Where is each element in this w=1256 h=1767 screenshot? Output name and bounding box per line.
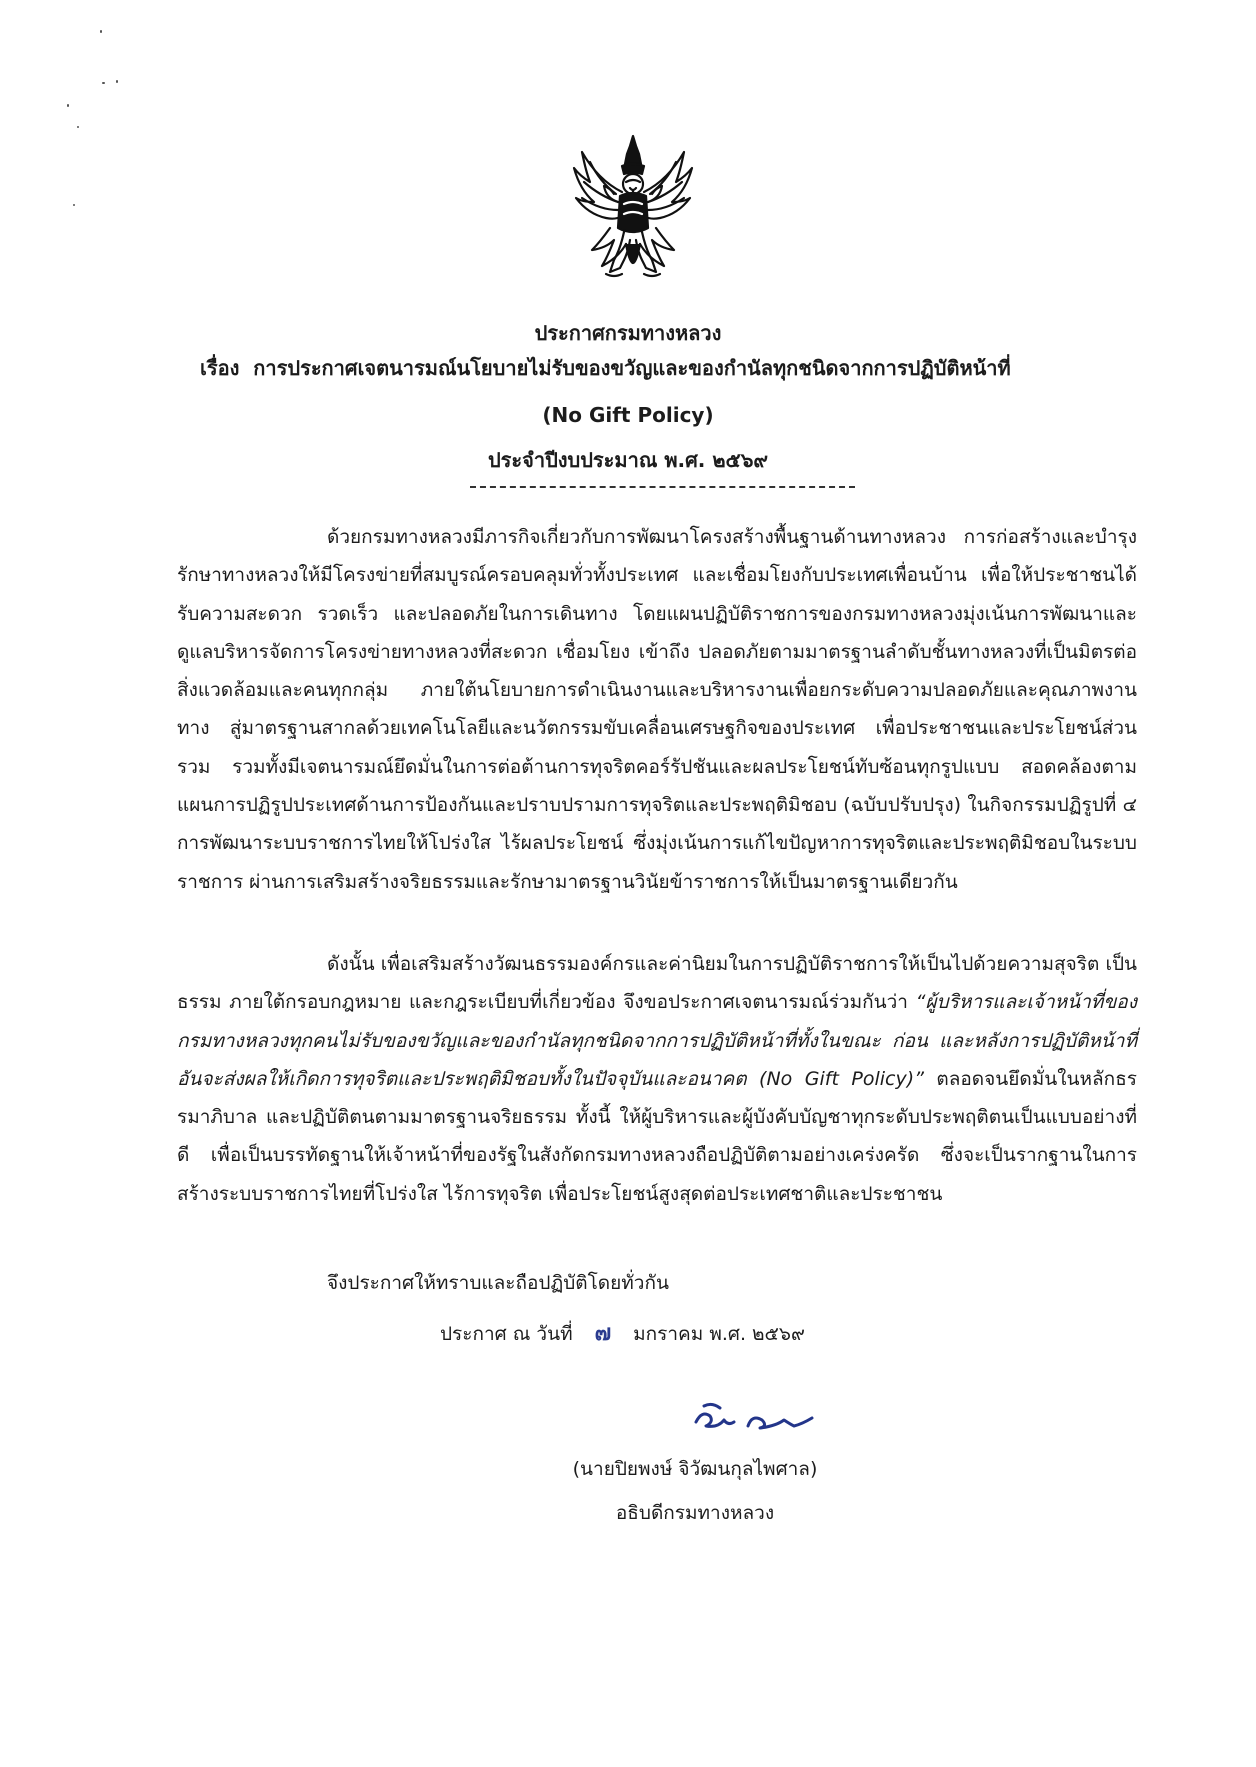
closing-statement: จึงประกาศให้ทราบและถือปฏิบัติโดยทั่วกัน [327,1272,669,1294]
body-paragraph-2 [177,945,1137,1213]
handwritten-signature-icon [690,1396,820,1440]
scan-speck [77,126,79,128]
subject-label: เรื่อง [200,356,240,380]
date-suffix: มกราคม พ.ศ. ๒๕๖๙ [633,1323,805,1345]
announcement-date [440,1317,805,1351]
subject-line [200,351,1011,385]
signatory-name: (นายปิยพงษ์ จิวัฒนกุลไพศาล) [572,1458,818,1480]
date-day: ๗ [594,1321,612,1346]
policy-quote: “ผู้บริหารและเจ้าหน้าที่ของกรมทางหลวงทุกคนไม่รับของขวัญและของกำนัลทุกชนิดจากการปฏิบัติหน้าที่ทั้งในขณะ ก่อน และหลังการปฏิบัติหน้าที่ อันจะส่งผลให้เกิดการทุจริตและประพฤติมิชอบทั้งในปัจจุบันและอนาคต (No Gift Policy)” [177,991,1137,1090]
scan-speck [73,204,75,206]
signatory-position: อธิบดีกรมทางหลวง [615,1502,775,1524]
scan-speck [116,80,118,83]
body-paragraph-1: ด้วยกรมทางหลวงมีภารกิจเกี่ยวกับการพัฒนาโครงสร้างพื้นฐานด้านทางหลวง การก่อสร้างและบำรุงรักษาทางหลวงให้มีโครงข่ายที่สมบูรณ์ครอบคลุมทั่วทั้งประเทศ และเชื่อมโยงกับประเทศเพื่อนบ้าน เพื่อให้ประชาชนได้รับความสะดวก รวดเร็ว และปลอดภัยในการเดินทาง โดยแผนปฏิบัติราชการของกรมทางหลวงมุ่งเน้นการพัฒนาและดูแลบริหารจัดการโครงข่ายทางหลวงที่สะดวก เชื่อมโยง เข้าถึง ปลอดภัยตามมาตรฐานลำดับชั้นทางหลวงที่เป็นมิตรต่อสิ่งแวดล้อมและคนทุกกลุ่ม ภายใต้นโยบายการดำเนินงานและบริหารงานเพื่อยกระดับความปลอดภัยและคุณภาพงานทาง สู่มาตรฐานสากลด้วยเทคโนโลยีและนวัตกรรมขับเคลื่อนเศรษฐกิจของประเทศ เพื่อประชาชนและประโยชน์ส่วนรวม รวมทั้งมีเจตนารมณ์ยึดมั่นในการต่อต้านการทุจริตคอร์รัปชันและผลประโยชน์ทับซ้อนทุกรูปแบบ สอดคล้องตามแผนการปฏิรูปประเทศด้านการป้องกันและปราบปรามการทุจริตและประพฤติมิชอบ (ฉบับปรับปรุง) ในกิจกรรมปฏิรูปที่ ๔ การพัฒนาระบบราชการไทยให้โปร่งใส ไร้ผลประโยชน์ ซึ่งมุ่งเน้นการแก้ไขปัญหาการทุจริตและประพฤติมิชอบในระบบราชการ ผ่านการเสริมสร้างจริยธรรมและรักษามาตรฐานวินัยข้าราชการให้เป็นมาตรฐานเดียวกัน [177,526,1137,893]
header-separator [470,486,855,488]
paragraph-2-intro: ดังนั้น เพื่อเสริมสร้างวัฒนธรรมองค์กรและค่านิยมในการปฏิบัติราชการให้เป็นไปด้วยความสุจริต เป็นธรรม ภายใต้กรอบกฎหมาย และกฎระเบียบที่เกี่ยวข้อง จึงขอประกาศเจตนารมณ์ร่วมกันว่า [177,953,1137,1014]
fiscal-year: ประจำปีงบประมาณ พ.ศ. ๒๕๖๙ [487,448,769,472]
garuda-emblem-icon [570,132,696,290]
scan-speck [102,82,105,84]
scan-speck [100,30,102,33]
subject-text: การประกาศเจตนารมณ์นโยบายไม่รับของขวัญและของกำนัลทุกชนิดจากการปฏิบัติหน้าที่ [253,356,1011,380]
paragraph-2-rest: ตลอดจนยึดมั่นในหลักธรรมาภิบาล และปฏิบัติตนตามมาตรฐานจริยธรรม ทั้งนี้ ให้ผู้บริหารและผู้บังคับบัญชาทุกระดับประพฤติตนเป็นแบบอย่างที่ดี เพื่อเป็นบรรทัดฐานให้เจ้าหน้าที่ของรัฐในสังกัดกรมทางหลวงถือปฏิบัติตามอย่างเคร่งครัด ซึ่งจะเป็นรากฐานในการสร้างระบบราชการไทยที่โปร่งใส ไร้การทุจริต เพื่อประโยชน์สูงสุดต่อประเทศชาติและประชาชน [177,1067,1137,1205]
announcement-title: ประกาศกรมทางหลวง [534,321,722,345]
date-prefix: ประกาศ ณ วันที่ [440,1323,573,1345]
scan-speck [67,104,69,107]
policy-name: (No Gift Policy) [542,403,714,427]
